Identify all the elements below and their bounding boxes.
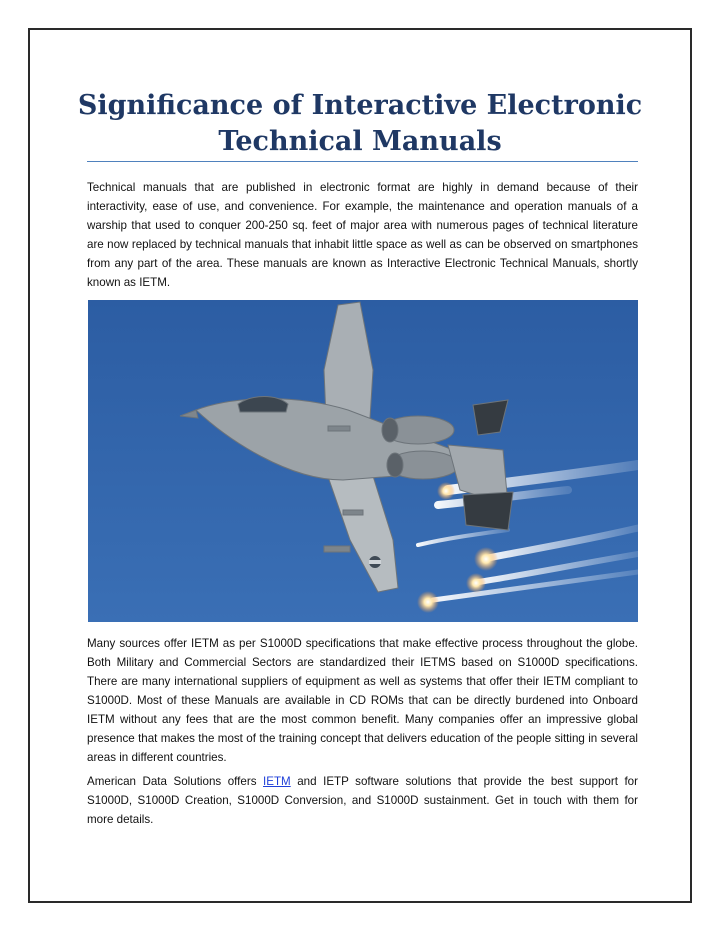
document-page (28, 28, 692, 903)
intro-paragraph: Technical manuals that are published in electronic format are highly in demand because of their interactivity, ease of use, and convenience. For example, the maintenance and operation manuals of a warship that used to conquer 200-250 sq. feet of major area with numerous pages of technical literature are now replaced by technical manuals that inhabit little space as well as can be observed on smartphones from any part of the area. These manuals are known as Interactive Electronic Technical Manuals, shortly known as IETM. (87, 181, 638, 289)
title-underline (87, 161, 638, 162)
closing-text-end: and IETP software solutions that provide the best support for S1000D, S1000D Creation, S1000D Conversion, and S1000D sustainment. Get in touch with them for more details. (87, 775, 638, 826)
body-paragraph: Many sources offer IETM as per S1000D specifications that make effective process throughout the globe. Both Military and Commercial Sectors are standardized their IETMS based on S1000D specifications. There are many international suppliers of equipment as well as systems that offer their IETM compliant to S1000D. Most of these Manuals are available in CD ROMs that can be directly burdened into Onboard IETM without any fees that are the most common benefit. Many companies offer an impressive global presence that makes the most of the training concept that delivers education of the people sitting in several areas in different countries. (87, 637, 638, 764)
aircraft-photo (88, 300, 638, 622)
ietm-link[interactable]: IETM (263, 775, 291, 788)
closing-paragraph (87, 772, 638, 829)
closing-text-start: American Data Solutions offers (87, 775, 264, 788)
page-title: Significance of Interactive Electronic Technical Manuals (77, 90, 643, 157)
